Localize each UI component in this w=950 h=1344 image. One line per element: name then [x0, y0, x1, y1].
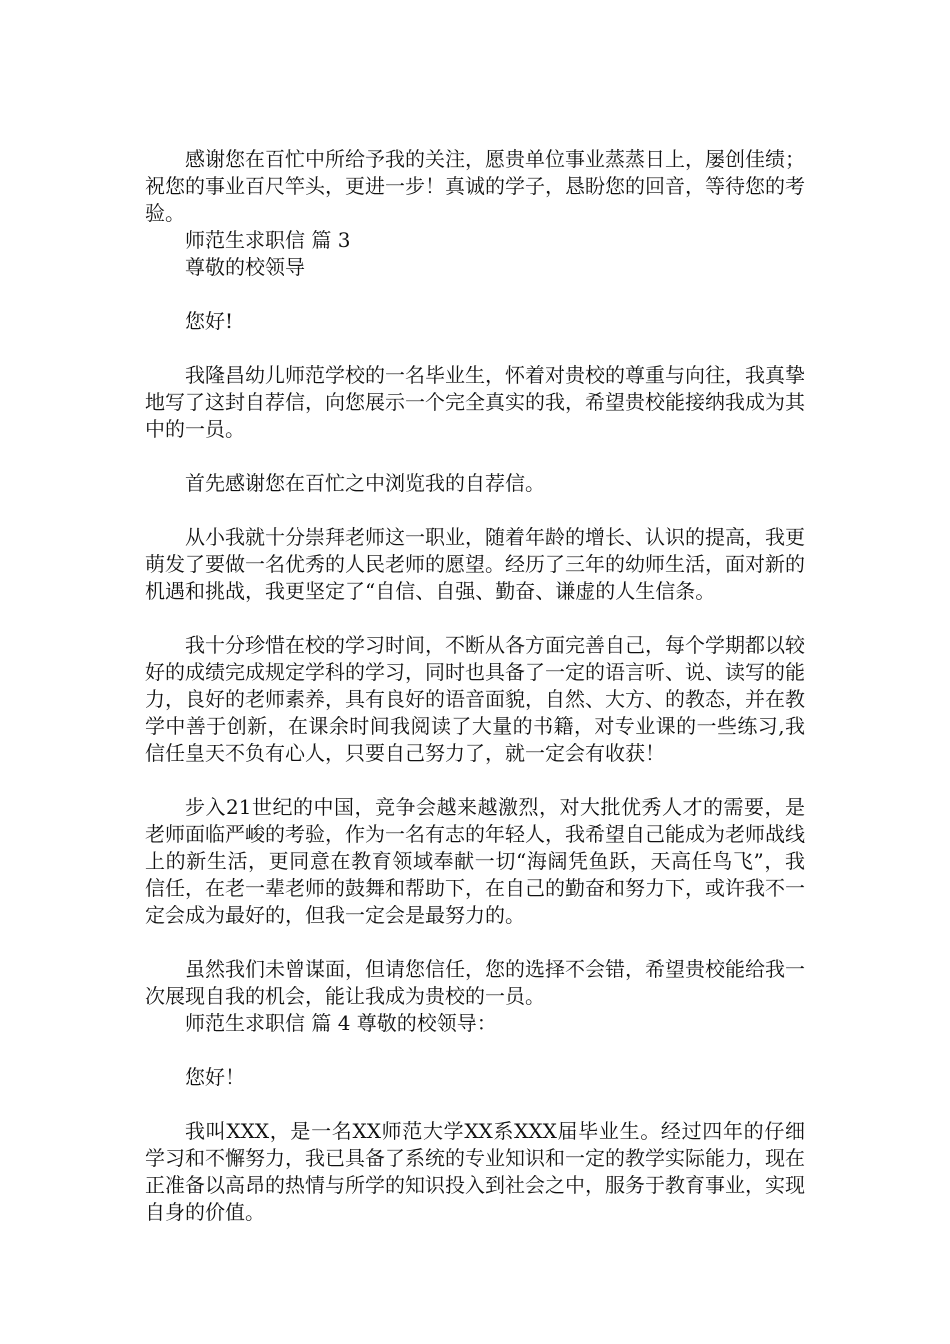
spacer	[145, 497, 805, 524]
greeting: 您好!	[185, 309, 234, 333]
spacer	[145, 335, 805, 362]
spacer	[145, 605, 805, 632]
body-paragraph: 我隆昌幼儿师范学校的一名毕业生，怀着对贵校的尊重与向往，我真挚地写了这封自荐信，向您展示一个完全真实的我，希望贵校能接纳我成为其中的一员。	[145, 363, 805, 441]
section-heading-4: 师范生求职信 篇 4 尊敬的校领导：	[185, 1011, 497, 1035]
closing-paragraph: 感谢您在百忙中所给予我的关注，愿贵单位事业蒸蒸日上，屡创佳绩；祝您的事业百尺竿头，更进一步！真诚的学子，恳盼您的回音，等待您的考验。	[145, 147, 805, 225]
section-heading-3: 师范生求职信 篇 3	[185, 228, 351, 252]
body-paragraph: 我十分珍惜在校的学习时间，不断从各方面完善自己，每个学期都以较好的成绩完成规定学科的学习，同时也具备了一定的语言听、说、读写的能力，良好的老师素养，具有良好的语音面貌，自然、大方、的教态，并在教学中善于创新，在课余时间我阅读了大量的书籍，对专业课的一些练习,我信任皇天不负有心人，只要自己努力了，就一定会有收获！	[145, 633, 805, 765]
spacer	[145, 1091, 805, 1118]
body-paragraph: 步入21世纪的中国，竞争会越来越激烈，对大批优秀人才的需要，是老师面临严峻的考验，作为一名有志的年轻人，我希望自己能成为老师战线上的新生活，更同意在教育领域奉献一切“海阔凭鱼跃，天高任鸟飞”，我信任，在老一辈老师的鼓舞和帮助下，在自己的勤奋和努力下，或许我不一定会成为最好的，但我一定会是最努力的。	[145, 795, 805, 927]
spacer	[145, 1037, 805, 1064]
spacer	[145, 767, 805, 794]
greeting: 您好！	[185, 1065, 245, 1089]
spacer	[145, 443, 805, 470]
document-page	[145, 146, 805, 1226]
body-paragraph: 虽然我们未曾谋面，但请您信任，您的选择不会错，希望贵校能给我一次展现自我的机会，能让我成为贵校的一员。	[145, 957, 805, 1008]
spacer	[145, 281, 805, 308]
body-paragraph: 我叫XXX，是一名XX师范大学XX系XXX届毕业生。经过四年的仔细学习和不懈努力，我已具备了系统的专业知识和一定的教学实际能力，现在正准备以高昂的热情与所学的知识投入到社会之中，服务于教育事业，实现自身的价值。	[145, 1119, 805, 1224]
salutation: 尊敬的校领导	[185, 255, 305, 279]
spacer	[145, 929, 805, 956]
body-paragraph: 首先感谢您在百忙之中浏览我的自荐信。	[185, 471, 545, 495]
body-paragraph: 从小我就十分崇拜老师这一职业，随着年龄的增长、认识的提高，我更萌发了要做一名优秀的人民老师的愿望。经历了三年的幼师生活，面对新的机遇和挑战，我更坚定了“自信、自强、勤奋、谦虚的人生信条。	[145, 525, 805, 603]
